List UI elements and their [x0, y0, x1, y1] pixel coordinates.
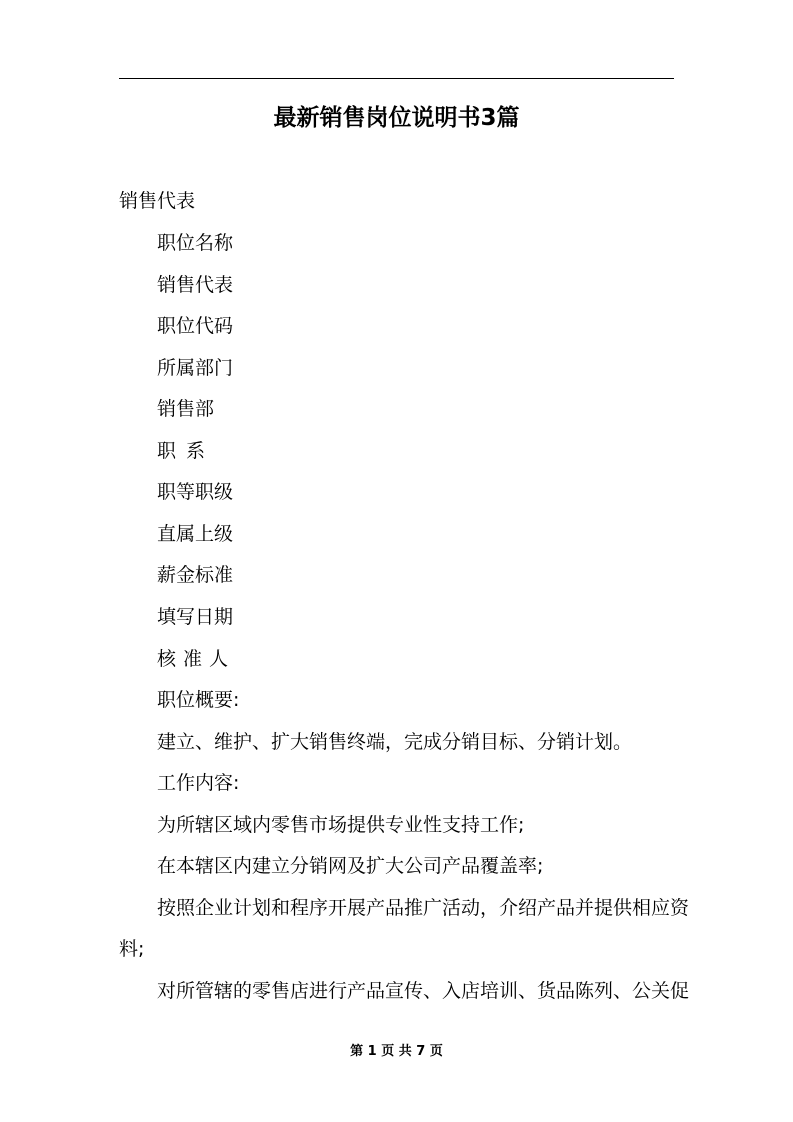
fill-date-label: 填写日期: [157, 606, 234, 628]
duty-line: 按照企业计划和程序开展产品推广活动，介绍产品并提供相应资: [157, 897, 690, 919]
supervisor-label: 直属上级: [157, 523, 234, 545]
job-code-label: 职位代码: [157, 315, 234, 337]
section-heading: 销售代表: [119, 190, 196, 212]
salary-label: 薪金标准: [157, 564, 234, 586]
job-grade-label: 职等职级: [157, 481, 234, 503]
job-name-value: 销售代表: [157, 274, 234, 296]
document-title: 最新销售岗位说明书3篇: [273, 105, 520, 131]
approver-label: 核准人: [157, 648, 236, 670]
page-number: 第 1 页 共 7 页: [350, 1044, 443, 1059]
header-rule: [119, 78, 674, 79]
duty-line-continuation: 料;: [119, 938, 145, 960]
duty-line: 为所辖区域内零售市场提供专业性支持工作;: [157, 814, 525, 836]
duty-line: 在本辖区内建立分销网及扩大公司产品覆盖率;: [157, 855, 544, 877]
summary-text: 建立、维护、扩大销售终端，完成分销目标、分销计划。: [157, 731, 633, 753]
job-name-label: 职位名称: [157, 232, 234, 254]
department-label: 所属部门: [157, 357, 234, 379]
summary-label: 职位概要:: [157, 689, 240, 711]
duty-line: 对所管辖的零售店进行产品宣传、入店培训、货品陈列、公关促: [157, 980, 690, 1002]
job-family-label: 职系: [157, 440, 216, 462]
department-value: 销售部: [157, 398, 215, 420]
duties-label: 工作内容:: [157, 772, 240, 794]
